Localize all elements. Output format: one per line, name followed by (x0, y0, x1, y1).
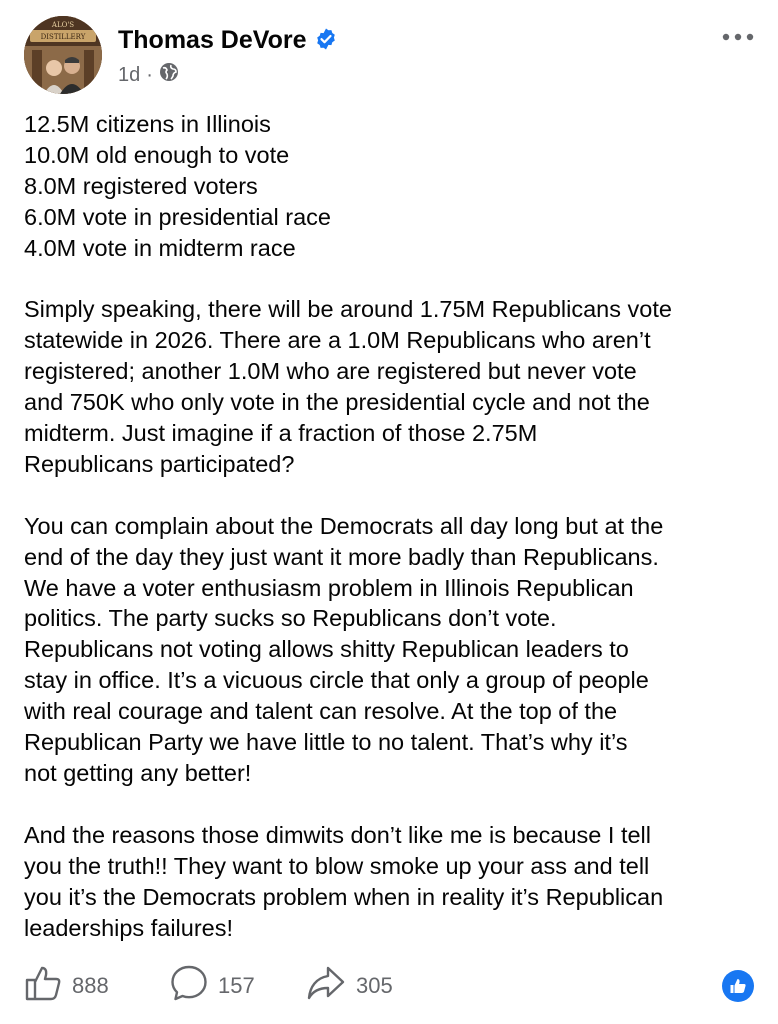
like-count: 888 (72, 973, 109, 998)
avatar-sign-main: DISTILLERY (40, 33, 86, 41)
avatar-photo (24, 16, 102, 94)
comment-count: 157 (218, 973, 255, 998)
text-line: 10.0M old enough to vote (24, 141, 290, 168)
share-arrow-icon (306, 964, 346, 1008)
author-name-row (118, 26, 338, 58)
share-button[interactable] (306, 964, 393, 1008)
text-line: you it’s the Democrats problem when in reality it’s Republican (24, 883, 664, 910)
globe-icon (159, 62, 179, 88)
text-line: midterm. Just imagine if a fraction of those 2.75M (24, 420, 538, 447)
text-line: registered; another 1.0M who are registered but never vote (24, 358, 637, 385)
post-time[interactable]: 1d (118, 63, 141, 86)
paragraph-stats (24, 109, 754, 264)
text-line: And the reasons those dimwits don’t like me is because I tell (24, 821, 651, 848)
text-line: politics. The party sucks so Republicans don’t vote. (24, 605, 557, 632)
more-options-icon[interactable] (722, 30, 754, 44)
text-line: leaderships failures! (24, 914, 233, 941)
paragraph-2 (24, 294, 754, 479)
text-line: not getting any better! (24, 760, 252, 786)
text-line: 12.5M citizens in Illinois (24, 111, 271, 137)
text-line: and 750K who only vote in the presidential cycle and not the (24, 389, 650, 416)
verified-badge-icon (314, 27, 338, 58)
comment-button[interactable] (170, 964, 255, 1008)
text-line: 4.0M vote in midterm race (24, 234, 296, 261)
post-text (24, 109, 754, 974)
text-line: You can complain about the Democrats all day long but at the (24, 512, 664, 539)
text-line: 8.0M registered voters (24, 172, 258, 199)
text-line: Republicans participated? (24, 450, 295, 477)
share-count: 305 (356, 973, 393, 998)
post-header (24, 16, 754, 96)
text-line: statewide in 2026. There are a 1.0M Republicans who aren’t (24, 327, 651, 354)
text-line: Simply speaking, there will be around 1.75M Republicans vote (24, 296, 672, 323)
meta-separator: · (146, 63, 153, 86)
like-button[interactable] (24, 964, 109, 1008)
text-line: you the truth!! They want to blow smoke up your ass and tell (24, 852, 650, 879)
like-reaction-icon[interactable] (722, 970, 754, 1002)
text-line: Republicans not voting allows shitty Republican leaders to (24, 636, 629, 663)
post-actions (24, 964, 754, 1008)
avatar[interactable] (24, 16, 102, 94)
text-line: stay in office. It’s a vicuous circle that only a group of people (24, 667, 649, 694)
paragraph-3 (24, 511, 754, 789)
paragraph-4 (24, 820, 754, 944)
avatar-sign-top: ALO'S (51, 21, 75, 29)
post-meta (118, 62, 179, 88)
text-line: end of the day they just want it more badly than Republicans. (24, 543, 659, 570)
text-line: We have a voter enthusiasm problem in Illinois Republican (24, 574, 634, 601)
text-line: 6.0M vote in presidential race (24, 203, 331, 230)
text-line: with real courage and talent can resolve. At the top of the (24, 698, 618, 725)
thumbs-up-icon (24, 964, 62, 1008)
comment-bubble-icon (170, 964, 208, 1008)
author-name[interactable]: Thomas DeVore (118, 26, 307, 54)
text-line: Republican Party we have little to no talent. That’s why it’s (24, 729, 628, 756)
